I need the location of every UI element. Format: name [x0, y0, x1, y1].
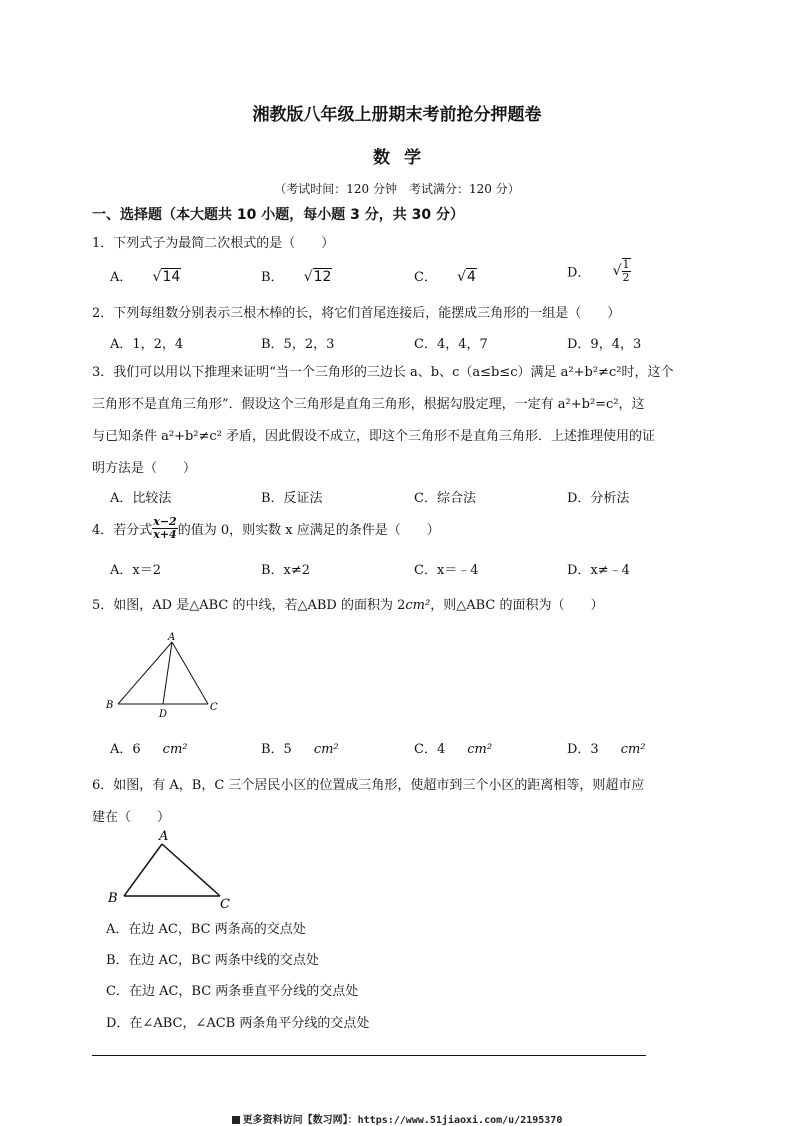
q6-label-a: A [159, 829, 169, 844]
q6-option-c: C．在边 AC，BC 两条垂直平分线的交点处 [106, 984, 359, 999]
q2-option-d: D．9，4，3 [567, 337, 642, 352]
q5-side-ac [172, 642, 208, 704]
q1-option-d: D． √ $\frac{1}{2}$ [567, 258, 630, 284]
q1-option-c: C． √4 [414, 269, 476, 285]
q3-line: 与已知条件 a²+b²≠c² 矛盾，因此假设不成立，即这个三角形不是直角三角形．上述推理使用的证 [92, 429, 656, 444]
q5-label-a: A [168, 632, 176, 643]
q1-option-a: A． √14 [110, 269, 181, 285]
q4-option-c: C．x＝﹣4 [414, 563, 479, 578]
q5-stem: 5．如图，AD 是△ABC 的中线，若△ABD 的面积为 2cm²，则△ABC 的面积为（ ） [92, 598, 604, 613]
q2-option-b: B．5，2，3 [261, 337, 335, 352]
q1-option-b: B． √12 [261, 269, 332, 285]
q6-side-ab [124, 844, 162, 896]
q2-option-c: C．4，4，7 [414, 337, 488, 352]
subject-title: 数学 [373, 148, 435, 168]
footer-divider [92, 1055, 646, 1056]
q6-option-a: A．在边 AC，BC 两条高的交点处 [106, 922, 306, 937]
q3-stem [92, 357, 696, 485]
page-title: 湘教版八年级上册期末考前抢分押题卷 [252, 105, 542, 125]
q6-line: 6．如图，有 A，B，C 三个居民小区的位置成三角形，使超市到三个小区的距离相等，则超市应 [92, 778, 645, 793]
q6-triangle-figure [104, 826, 244, 912]
q5-option-a: A．6 cm² [110, 742, 188, 757]
q2-stem: 2．下列每组数分别表示三根木棒的长，将它们首尾连接后，能摆成三角形的一组是（ ） [92, 306, 621, 321]
flag-icon [232, 1116, 240, 1124]
q3-line: 三角形不是直角三角形”．假设这个三角形是直角三角形，根据勾股定理，一定有 a²+b²=c²，这 [92, 397, 645, 412]
q5-option-c: C．4 cm² [414, 742, 493, 757]
q6-stem [92, 770, 696, 834]
q6-option-d: D．在∠ABC，∠ACB 两条角平分线的交点处 [106, 1016, 370, 1031]
q6-line: 建在（ ） [92, 810, 171, 825]
exam-info: （考试时间：120 分钟 考试满分：120 分） [274, 182, 520, 196]
q6-option-b: B．在边 AC，BC 两条中线的交点处 [106, 953, 319, 968]
q6-label-c: C [220, 897, 230, 912]
q5-option-b: B．5 cm² [261, 742, 339, 757]
q5-triangle-figure [100, 628, 230, 724]
q4-option-d: D．x≠﹣4 [567, 563, 630, 578]
q3-option-d: D．分析法 [567, 491, 630, 506]
q4-stem: 4．若分式 $\frac{x-2}{x+4}$ 的值为 0，则实数 x 应满足的条件是（ ） [92, 515, 440, 541]
q4-option-b: B．x≠2 [261, 563, 311, 578]
q3-line: 3．我们可以用以下推理来证明“当一个三角形的三边长 a、b、c（a≤b≤c）满足 a²+b²≠c²时，这个 [92, 365, 674, 380]
q5-label-c: C [210, 702, 218, 713]
q3-option-c: C．综合法 [414, 491, 476, 506]
section-heading: 一、选择题（本大题共 10 小题，每小题 3 分，共 30 分） [92, 207, 464, 223]
q5-label-b: B [106, 700, 114, 711]
q4-option-a: A．x＝2 [110, 563, 161, 578]
q5-label-d: D [159, 709, 168, 720]
q3-line: 明方法是（ ） [92, 461, 197, 476]
q3-option-b: B．反证法 [261, 491, 323, 506]
q1-stem: 1．下列式子为最简二次根式的是（ ） [92, 236, 335, 251]
q3-option-a: A．比较法 [110, 491, 172, 506]
q2-option-a: A．1，2，4 [110, 337, 184, 352]
q5-option-d: D．3 cm² [567, 742, 646, 757]
footer-link[interactable]: 更多资料访问【数习网】：https://www.51jiaoxi.com/u/2195370 [242, 1115, 563, 1126]
q6-side-ac [162, 844, 220, 896]
q6-label-b: B [108, 891, 118, 906]
